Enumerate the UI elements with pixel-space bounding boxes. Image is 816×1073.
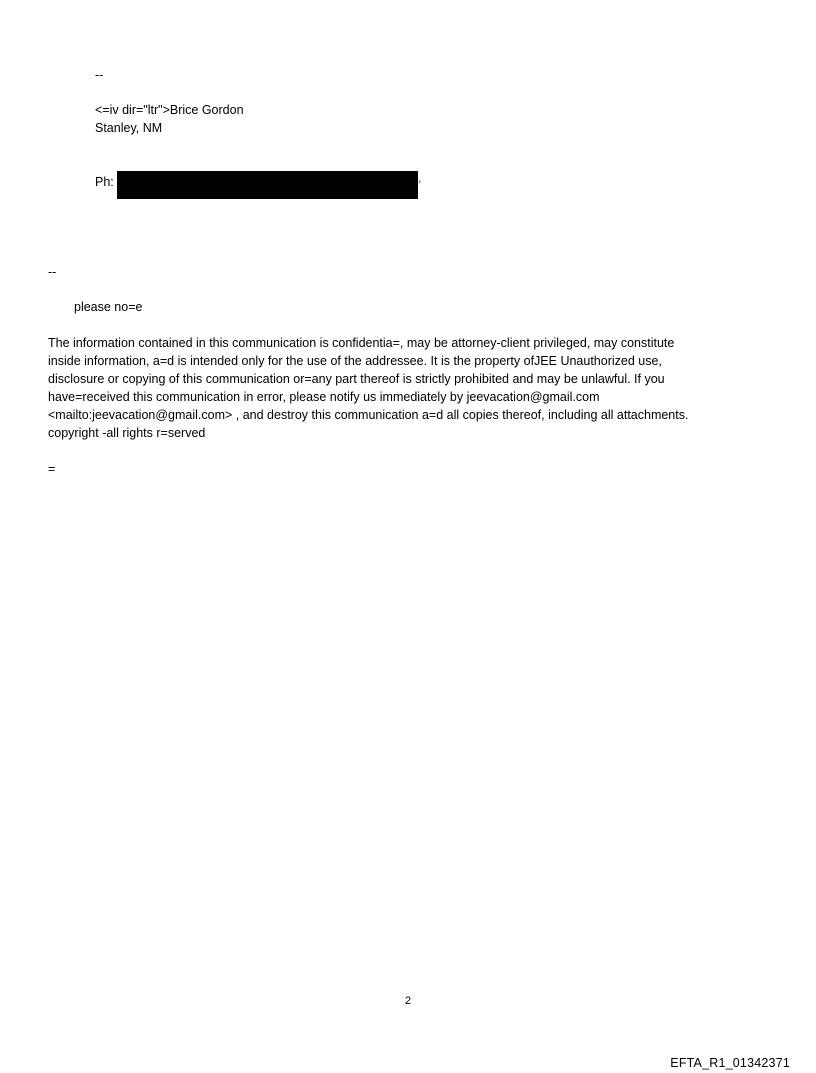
disclaimer-line: disclosure or copying of this communication or=any part thereof is strictly prohibited and may be unlawful. If you — [48, 372, 665, 386]
bates-number: EFTA_R1_01342371 — [670, 1056, 790, 1070]
disclaimer-line: The information contained in this communication is confidentia=, may be attorney-client privileged, may constitute — [48, 336, 675, 350]
page-number: 2 — [404, 995, 412, 1007]
signature-dash: -- — [95, 68, 104, 82]
separator-dash: -- — [48, 265, 57, 279]
redaction-box — [117, 171, 418, 199]
signature-name: <=iv dir="ltr">Brice Gordon — [95, 103, 244, 117]
disclaimer-line: <mailto:jeevacation@gmail.com> , and destroy this communication a=d all copies thereof, including all attachments. — [48, 408, 689, 422]
disclaimer-paragraph — [48, 334, 768, 442]
redaction-edge-mark: › — [418, 176, 421, 186]
signature-location: Stanley, NM — [95, 121, 163, 135]
trailing-equals: = — [48, 462, 56, 476]
disclaimer-line: have=received this communication in error, please notify us immediately by jeevacation@gmail.com — [48, 390, 600, 404]
disclaimer-line: copyright -all rights r=served — [48, 426, 206, 440]
signature-phone-label: Ph: — [95, 175, 114, 189]
note-text: please no=e — [74, 300, 143, 314]
disclaimer-line: inside information, a=d is intended only for the use of the addressee. It is the property ofJEE Unauthorized use, — [48, 354, 662, 368]
